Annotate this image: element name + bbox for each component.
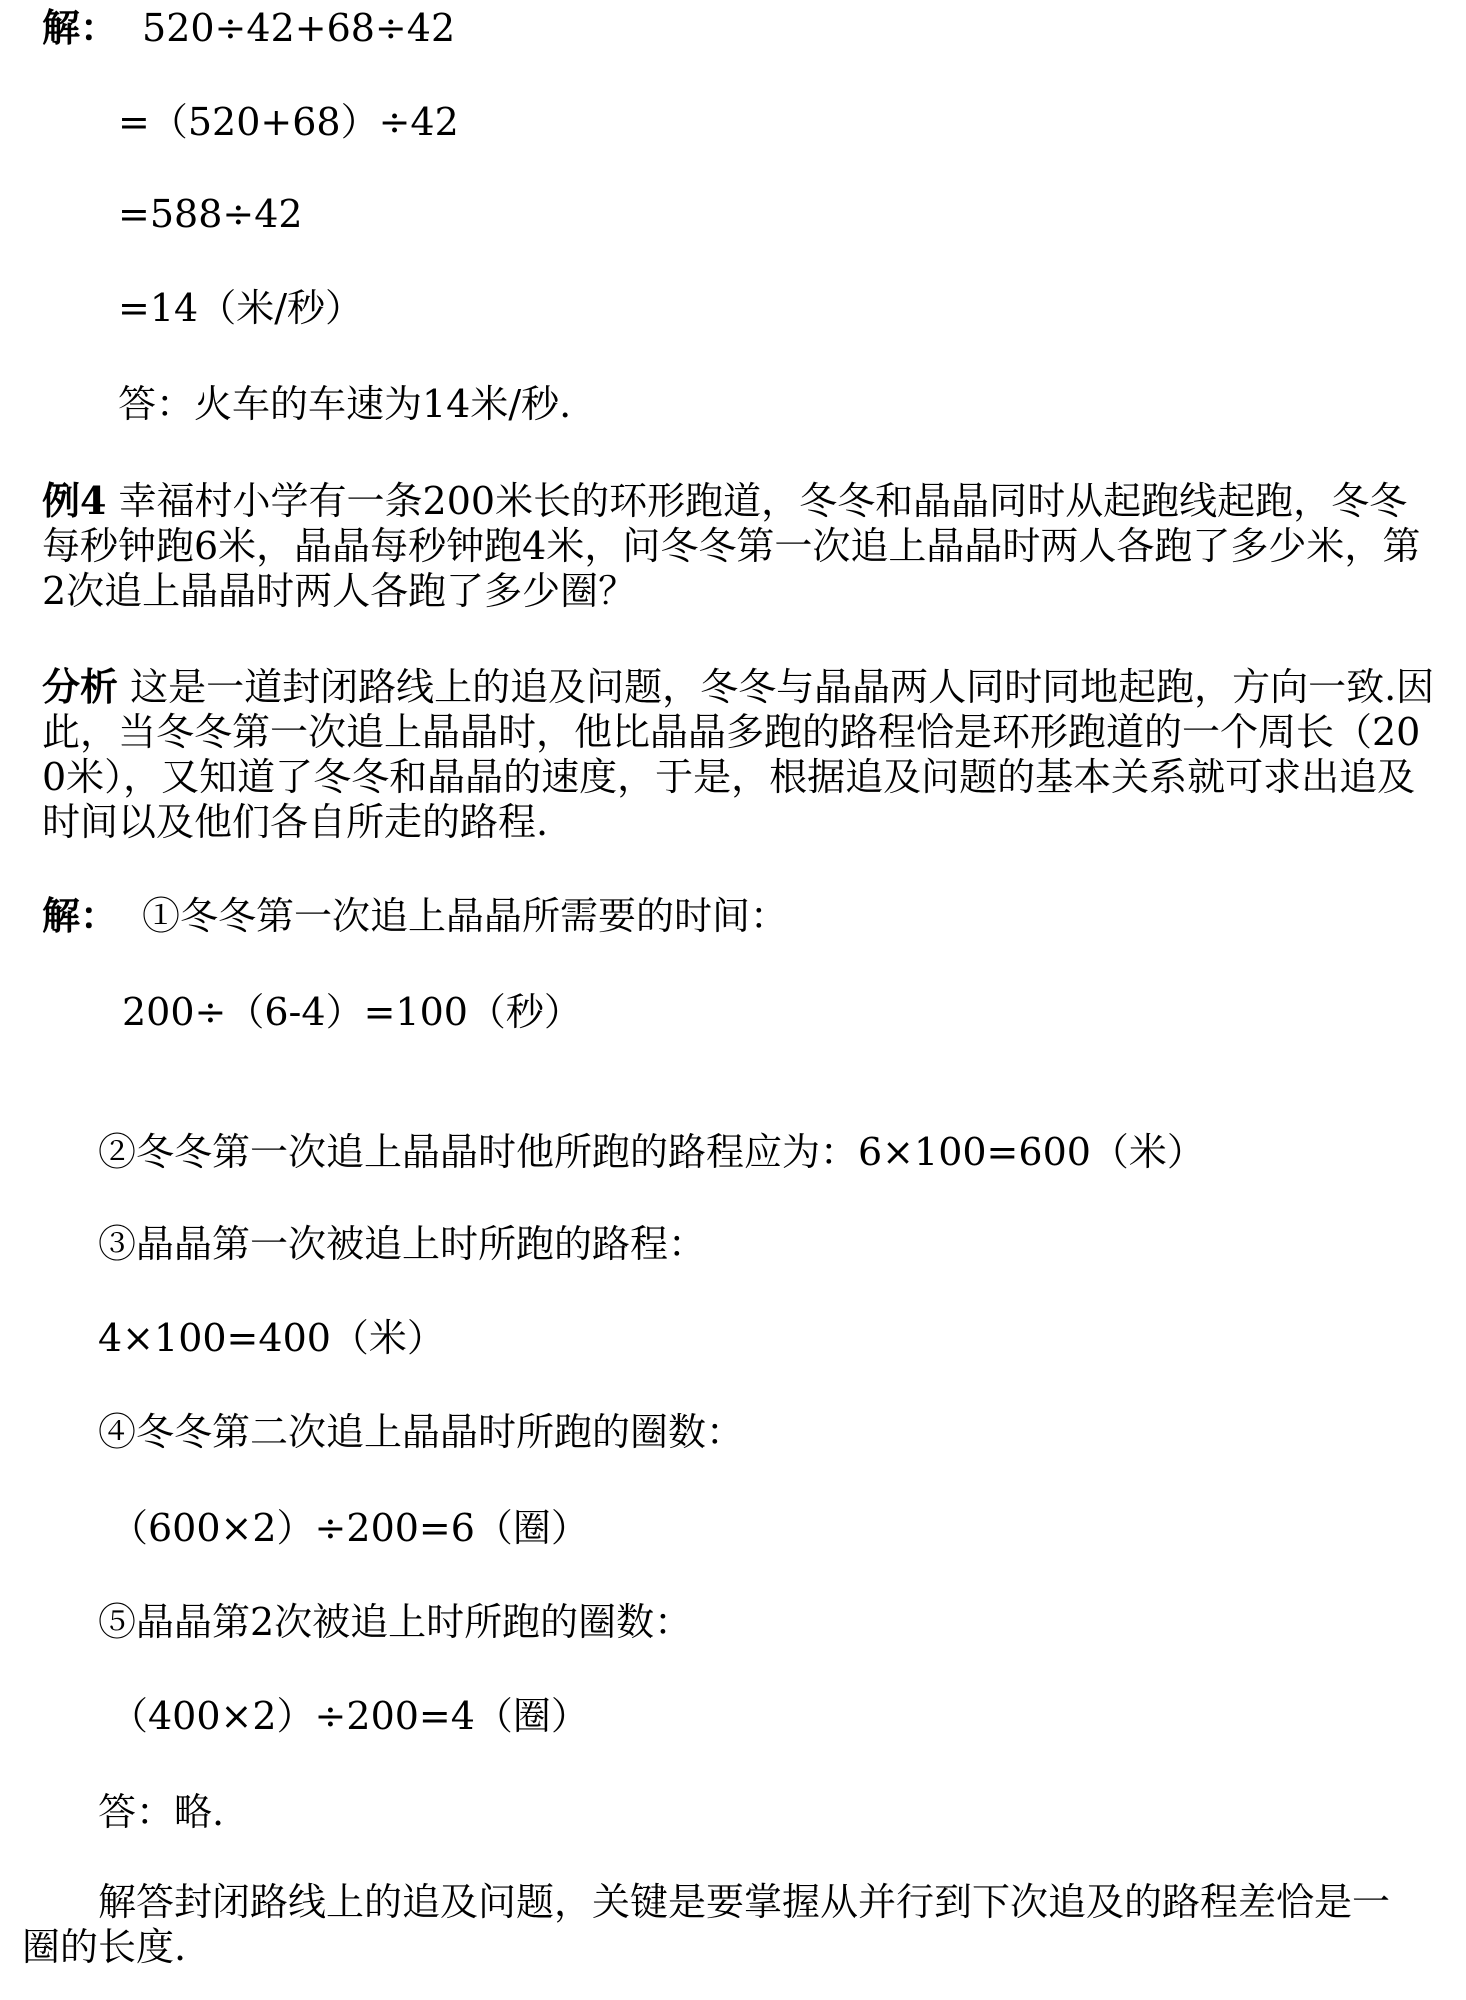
solution1-step4: =14（米/秒） bbox=[118, 286, 363, 330]
solution2-step4-calc: （600×2）÷200=6（圈） bbox=[110, 1506, 589, 1550]
solution2-answer: 答：略. bbox=[98, 1790, 225, 1834]
solution1-step1: 520÷42+68÷42 bbox=[142, 6, 456, 50]
solution2-step5-calc: （400×2）÷200=4（圈） bbox=[110, 1694, 589, 1738]
solution1-step3: =588÷42 bbox=[118, 192, 303, 236]
analysis-text: 这是一道封闭路线上的追及问题，冬冬与晶晶两人同时同地起跑，方向一致.因此，当冬冬第一次追上晶晶时，他比晶晶多跑的路程恰是环形跑道的一个周长（200米），又知道了冬冬和晶晶的速度，于是，根据追及问题的基本关系就可求出追及时间以及他们各自所走的路程. bbox=[42, 665, 1435, 844]
solution2-line bbox=[42, 894, 788, 938]
solution2-step3-calc: 4×100=400（米） bbox=[98, 1316, 445, 1360]
solution1-answer: 答：火车的车速为14米/秒. bbox=[118, 382, 572, 426]
solution1-label: 解： bbox=[42, 5, 119, 50]
solution1-step2: =（520+68）÷42 bbox=[118, 100, 459, 144]
solution2-step4-title: ④冬冬第二次追上晶晶时所跑的圈数： bbox=[98, 1410, 745, 1454]
conclusion-paragraph: 解答封闭路线上的追及问题，关键是要掌握从并行到下次追及的路程差恰是一圈的长度. bbox=[22, 1880, 1391, 1969]
solution1-line bbox=[42, 6, 455, 50]
analysis-paragraph bbox=[42, 664, 1442, 845]
solution2-label: 解： bbox=[42, 893, 119, 938]
solution2-step5-title: ⑤晶晶第2次被追上时所跑的圈数： bbox=[98, 1600, 693, 1644]
solution2-step3-title: ③晶晶第一次被追上时所跑的路程： bbox=[98, 1222, 707, 1266]
analysis-label: 分析 bbox=[42, 664, 119, 709]
solution2-step1-title: ①冬冬第一次追上晶晶所需要的时间： bbox=[142, 894, 789, 938]
example4-text: 幸福村小学有一条200米长的环形跑道，冬冬和晶晶同时从起跑线起跑，冬冬每秒钟跑6米，晶晶每秒钟跑4米，问冬冬第一次追上晶晶时两人各跑了多少米，第2次追上晶晶时两人各跑了多少圈？ bbox=[42, 479, 1421, 613]
solution2-step2: ②冬冬第一次追上晶晶时他所跑的路程应为：6×100=600（米） bbox=[98, 1130, 1205, 1174]
solution2-step1-calc: 200÷（6-4）=100（秒） bbox=[122, 990, 582, 1034]
example4-label: 例4 bbox=[42, 478, 107, 523]
example4-paragraph bbox=[42, 478, 1442, 614]
